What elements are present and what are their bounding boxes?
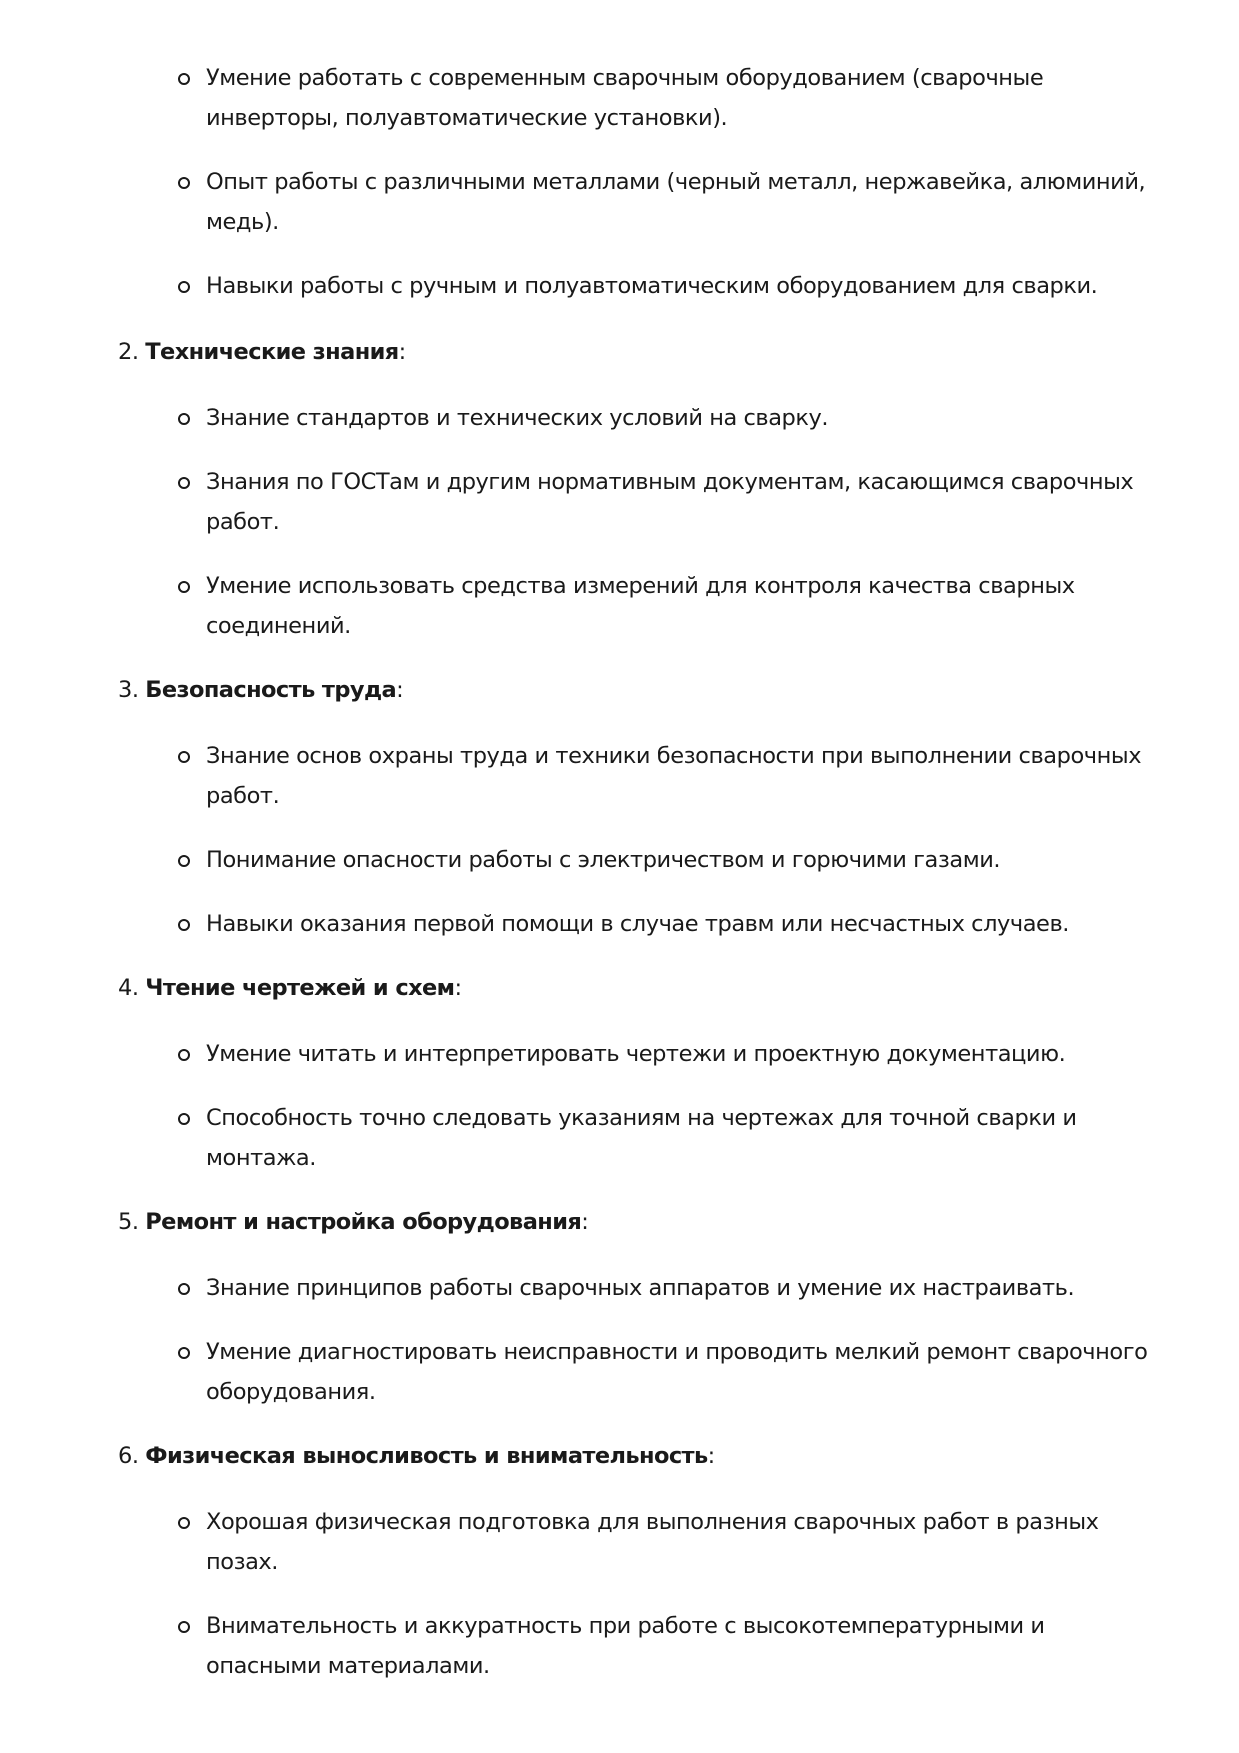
bullet-icon bbox=[178, 281, 190, 293]
bullet-icon bbox=[178, 919, 190, 931]
list-item-line: Умение использовать средства измерений для контроля качества сварных bbox=[206, 573, 1075, 599]
bullet-icon bbox=[178, 1347, 190, 1359]
bullet-icon bbox=[178, 751, 190, 763]
list-item-line: опасными материалами. bbox=[206, 1653, 490, 1679]
bullet-icon bbox=[178, 1049, 190, 1061]
section-number: 2. bbox=[118, 339, 139, 365]
section-title: Физическая выносливость и внимательность bbox=[145, 1443, 708, 1469]
list-item-line: инверторы, полуавтоматические установки). bbox=[206, 105, 728, 131]
section-title: Безопасность труда bbox=[145, 677, 397, 703]
bullet-icon bbox=[178, 1621, 190, 1633]
list-item-line: Умение читать и интерпретировать чертежи и проектную документацию. bbox=[206, 1041, 1066, 1067]
section-heading bbox=[118, 1202, 588, 1242]
list-item-line: монтажа. bbox=[206, 1145, 316, 1171]
section-suffix: : bbox=[581, 1209, 589, 1235]
section-heading bbox=[118, 1436, 715, 1476]
list-item-line: Внимательность и аккуратность при работе с высокотемпературными и bbox=[206, 1613, 1045, 1639]
list-item-line: Хорошая физическая подготовка для выполнения сварочных работ в разных bbox=[206, 1509, 1099, 1535]
list-item-line: Знание принципов работы сварочных аппаратов и умение их настраивать. bbox=[206, 1275, 1075, 1301]
list-item-line: Знание стандартов и технических условий на сварку. bbox=[206, 405, 829, 431]
section-title: Технические знания bbox=[145, 339, 399, 365]
bullet-icon bbox=[178, 581, 190, 593]
section-title: Ремонт и настройка оборудования bbox=[145, 1209, 582, 1235]
list-item-line: позах. bbox=[206, 1549, 278, 1575]
section-number: 5. bbox=[118, 1209, 139, 1235]
section-heading bbox=[118, 968, 462, 1008]
list-item-line: Опыт работы с различными металлами (черный металл, нержавейка, алюминий, bbox=[206, 169, 1146, 195]
list-item-line: Навыки работы с ручным и полуавтоматическим оборудованием для сварки. bbox=[206, 273, 1098, 299]
bullet-icon bbox=[178, 73, 190, 85]
section-title: Чтение чертежей и схем bbox=[145, 975, 455, 1001]
bullet-icon bbox=[178, 1517, 190, 1529]
bullet-icon bbox=[178, 1283, 190, 1295]
section-heading bbox=[118, 332, 406, 372]
list-item-line: Навыки оказания первой помощи в случае травм или несчастных случаев. bbox=[206, 911, 1069, 937]
bullet-icon bbox=[178, 477, 190, 489]
list-item-line: работ. bbox=[206, 509, 280, 535]
section-number: 6. bbox=[118, 1443, 139, 1469]
section-suffix: : bbox=[707, 1443, 715, 1469]
list-item-line: Умение работать с современным сварочным оборудованием (сварочные bbox=[206, 65, 1044, 91]
list-item-line: Способность точно следовать указаниям на чертежах для точной сварки и bbox=[206, 1105, 1077, 1131]
list-item-line: Понимание опасности работы с электричеством и горючими газами. bbox=[206, 847, 1001, 873]
bullet-icon bbox=[178, 1113, 190, 1125]
list-item-line: Знание основ охраны труда и техники безопасности при выполнении сварочных bbox=[206, 743, 1142, 769]
section-heading bbox=[118, 670, 403, 710]
bullet-icon bbox=[178, 413, 190, 425]
section-suffix: : bbox=[398, 339, 406, 365]
list-item-line: медь). bbox=[206, 209, 279, 235]
bullet-icon bbox=[178, 177, 190, 189]
section-suffix: : bbox=[454, 975, 462, 1001]
section-number: 3. bbox=[118, 677, 139, 703]
list-item-line: Умение диагностировать неисправности и проводить мелкий ремонт сварочного bbox=[206, 1339, 1148, 1365]
list-item-line: Знания по ГОСТам и другим нормативным документам, касающимся сварочных bbox=[206, 469, 1134, 495]
section-suffix: : bbox=[396, 677, 404, 703]
list-item-line: оборудования. bbox=[206, 1379, 376, 1405]
bullet-icon bbox=[178, 855, 190, 867]
section-number: 4. bbox=[118, 975, 139, 1001]
list-item-line: соединений. bbox=[206, 613, 351, 639]
list-item-line: работ. bbox=[206, 783, 280, 809]
